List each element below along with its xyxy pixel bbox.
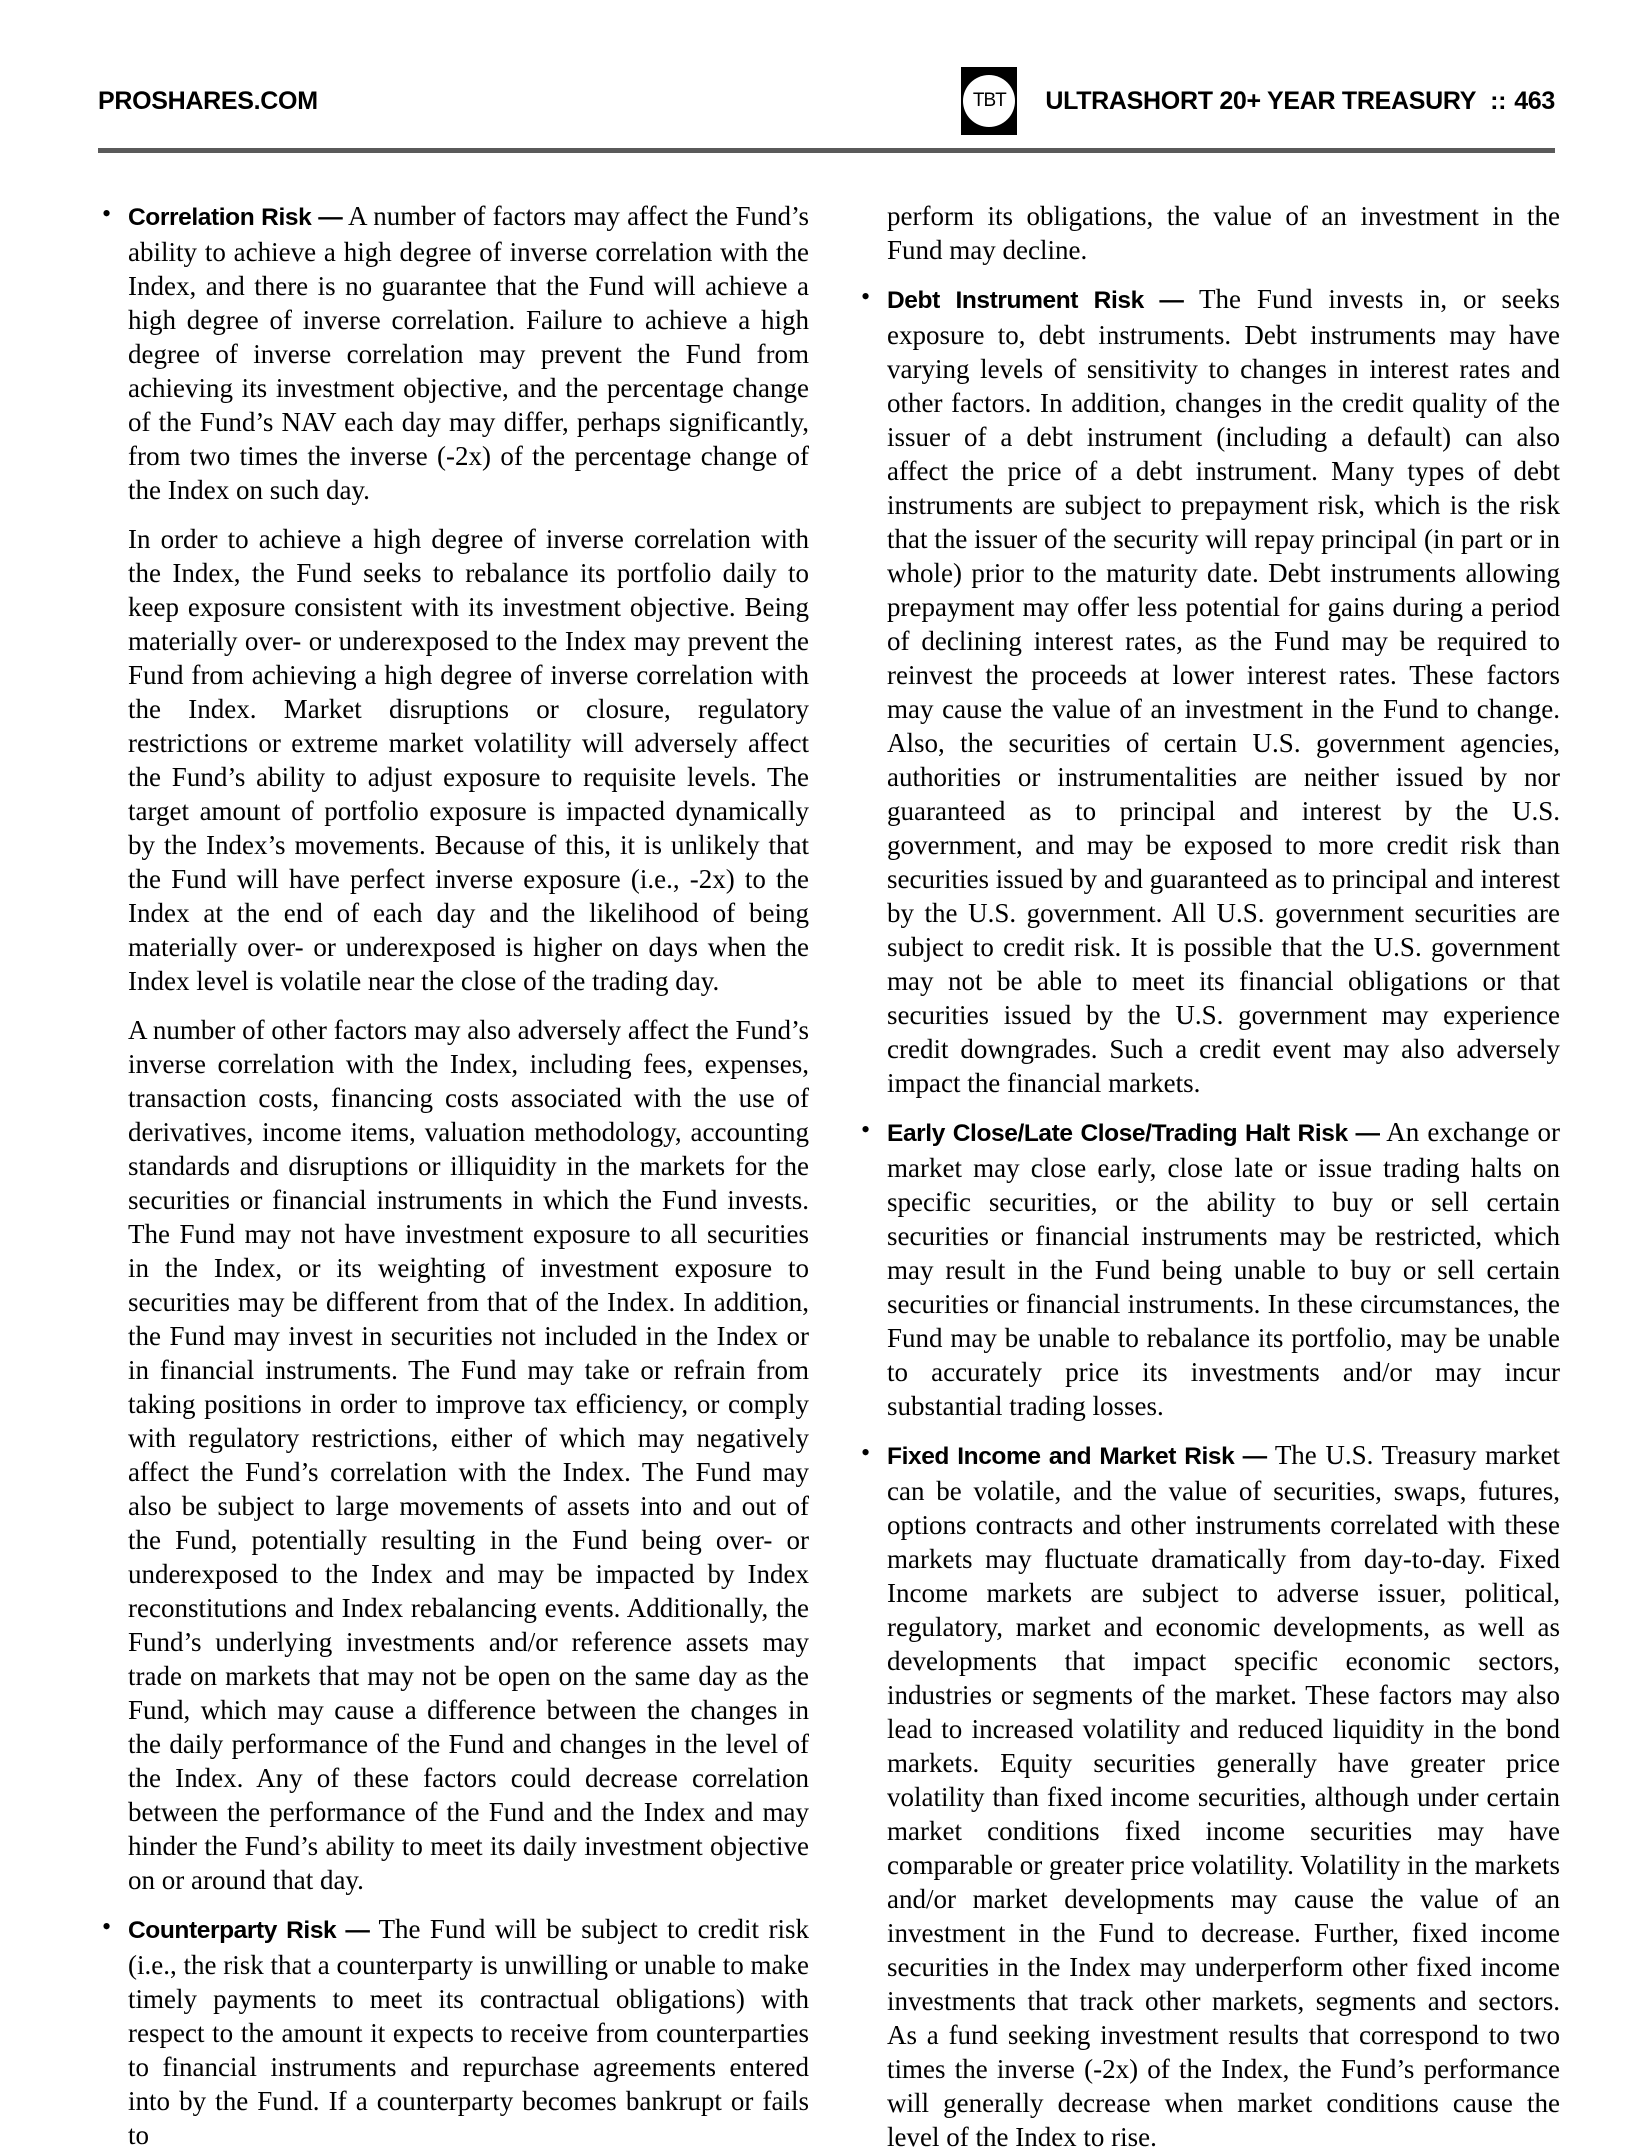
page-separator: :: (1490, 86, 1507, 115)
risk-heading: Early Close/Late Close/Trading Halt Risk — (887, 1120, 1380, 1147)
ticker-label: TBT (972, 90, 1006, 111)
paragraph-text: perform its obligations, the value of an investment in the Fund may decline. (887, 201, 1560, 265)
ticker-circle (963, 75, 1015, 127)
risk-heading: Correlation Risk — (128, 204, 343, 231)
paragraph-text: A number of other factors may also adversely affect the Fund’s inverse correlation with the Index, including fees, expenses, transaction costs, financing costs associated with the use of derivatives, income items, valuation methodology, accounting standards and disruptions or illiquidity in the markets for the securities or financial instruments in which the Fund invests. The Fund may not have investment exposure to all securities in the Index, or its weighting of investment exposure to securities may be different from that of the Index. In addition, the Fund may invest in securities not included in the Index or in financial instruments. The Fund may take or refrain from taking positions in order to improve tax efficiency, or comply with regulatory restrictions, either of which may negatively affect the Fund’s correlation with the Index. The Fund may also be subject to large movements of assets into and out of the Fund, potentially resulting in the Fund being over- or underexposed to the Index and may be impacted by Index reconstitutions and Index rebalancing events. Additionally, the Fund’s underlying investments and/or reference assets may trade on markets that may not be open on the same day as the Fund, which may cause a difference between the changes in the daily performance of the Fund and changes in the level of the Index. Any of these factors could decrease correlation between the performance of the Fund and the Index and may hinder the Fund’s ability to meet its daily investment objective on or around that day. (128, 1015, 809, 1895)
bullet-early-close-risk (856, 1115, 1560, 1423)
paragraph-rebalance (97, 522, 809, 998)
bullet-icon: • (861, 282, 871, 311)
right-column (856, 199, 1560, 2154)
risk-heading: Counterparty Risk — (128, 1917, 370, 1944)
bullet-correlation-risk (97, 199, 809, 507)
bullet-debt-instrument-risk (856, 282, 1560, 1100)
site-url-label: PROSHARES.COM (98, 86, 318, 115)
fund-title (1045, 87, 1555, 116)
risk-text: The Fund will be subject to credit risk (i.e., the risk that a counterparty is unwilling or unable to make timely payments to meet its contractual obligations) with respect to the amount it expects to receive from counterparties to financial instruments and repurchase agreements entered into by the Fund. If a counterparty becomes bankrupt or fails to (128, 1914, 810, 2150)
paragraph-continuation (856, 199, 1560, 267)
bullet-counterparty-risk (97, 1912, 809, 2152)
risk-heading: Debt Instrument Risk — (887, 287, 1184, 314)
page-number: 463 (1514, 86, 1555, 115)
bullet-icon: • (102, 199, 112, 228)
bullet-icon: • (861, 1115, 871, 1144)
left-column (97, 199, 809, 2152)
bullet-fixed-income-risk (856, 1438, 1560, 2154)
fund-name-label: ULTRASHORT 20+ YEAR TREASURY (1045, 86, 1477, 115)
risk-text: The U.S. Treasury market can be volatile, and the value of securities, swaps, futures, options contracts and other instruments correlated with these markets may fluctuate dramatically from day-to-day. Fixed Income markets are subject to adverse issuer, political, regulatory, market and economic developments, as well as developments that impact specific economic sectors, industries or segments of the market. These factors may also lead to increased volatility and reduced liquidity in the bond markets. Equity securities generally have greater price volatility than fixed income securities, although under certain market conditions fixed income securities may have comparable or greater price volatility. Volatility in the markets and/or market developments may cause the value of an investment in the Fund to decrease. Further, fixed income securities in the Index may underperform other fixed income investments that track other markets, segments and sectors. As a fund seeking investment results that correspond to two times the inverse (-2x) of the Index, the Fund’s performance will generally decrease when market conditions cause the level of the Index to rise. (887, 1440, 1561, 2152)
page-header (98, 55, 1555, 147)
risk-text: An exchange or market may close early, close late or issue trading halts on specific securities, or the ability to buy or sell certain securities or financial instruments may be restricted, which may result in the Fund being unable to buy or sell certain securities or financial instruments. In these circumstances, the Fund may be unable to rebalance its portfolio, may be unable to accurately price its investments and/or may incur substantial trading losses. (887, 1117, 1561, 1421)
ticker-logo (961, 67, 1017, 135)
risk-text: A number of factors may affect the Fund’s ability to achieve a high degree of inverse correlation with the Index, and there is no guarantee that the Fund will achieve a high degree of inverse correlation. Failure to achieve a high degree of inverse correlation may prevent the Fund from achieving its investment objective, and the percentage change of the Fund’s NAV each day may differ, perhaps significantly, from two times the inverse (-2x) of the percentage change of the Index on such day. (128, 201, 809, 505)
header-right (961, 67, 1555, 135)
risk-text: The Fund invests in, or seeks exposure to, debt instruments. Debt instruments may have varying levels of sensitivity to changes in interest rates and other factors. In addition, changes in the credit quality of the issuer of a debt instrument (including a default) can also affect the price of a debt instrument. Many types of debt instruments are subject to prepayment risk, which is the risk that the issuer of the security will repay principal (in part or in whole) prior to the maturity date. Debt instruments allowing prepayment may offer less potential for gains during a period of declining interest rates, as the Fund may be required to reinvest the proceeds at lower interest rates. These factors may cause the value of an investment in the Fund to change. Also, the securities of certain U.S. government agencies, authorities or instrumentalities are neither issued by nor guaranteed as to principal and interest by the U.S. government, and may be exposed to more credit risk than securities issued by and guaranteed as to principal and interest by the U.S. government. All U.S. government securities are subject to credit risk. It is possible that the U.S. government may not be able to meet its financial obligations or that securities issued by the U.S. government may experience credit downgrades. Such a credit event may also adversely impact the financial markets. (887, 284, 1560, 1098)
bullet-icon: • (102, 1912, 112, 1941)
header-rule (98, 148, 1555, 153)
bullet-icon: • (861, 1438, 871, 1467)
paragraph-other-factors (97, 1013, 809, 1897)
paragraph-text: In order to achieve a high degree of inverse correlation with the Index, the Fund seeks to rebalance its portfolio daily to keep exposure consistent with its investment objective. Being materially over- or underexposed to the Index may prevent the Fund from achieving a high degree of inverse correlation with the Index. Market disruptions or closure, regulatory restrictions or extreme market volatility will adversely affect the Fund’s ability to adjust exposure to requisite levels. The target amount of portfolio exposure is impacted dynamically by the Index’s movements. Because of this, it is unlikely that the Fund will have perfect inverse exposure (i.e., -2x) to the Index at the end of each day and the likelihood of being materially over- or underexposed is higher on days when the Index level is volatile near the close of the trading day. (128, 524, 809, 996)
risk-heading: Fixed Income and Market Risk — (887, 1443, 1267, 1470)
